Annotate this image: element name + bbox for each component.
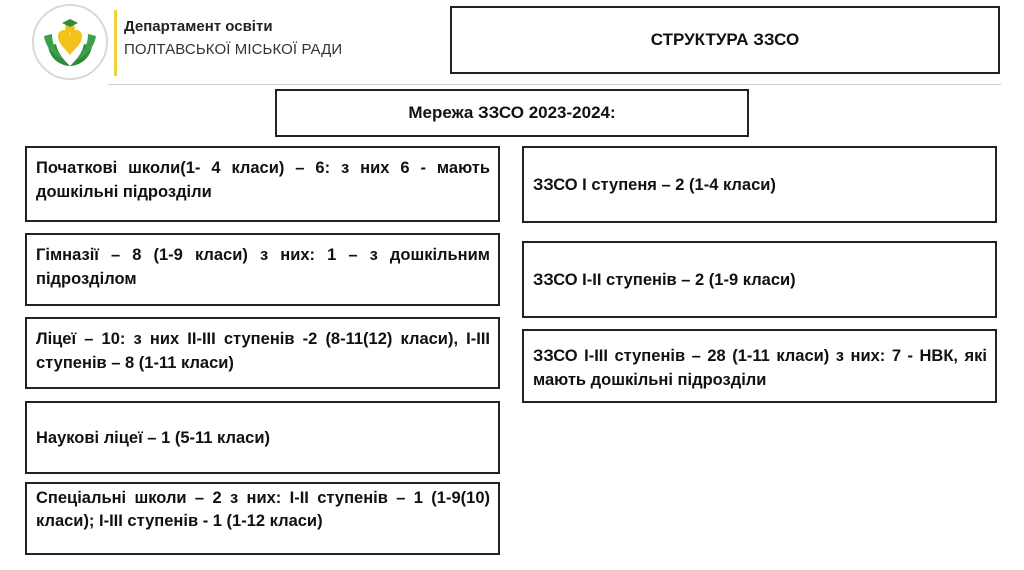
slide-title: СТРУКТУРА ЗЗСО [450, 6, 1000, 74]
department-title: Департамент освіти [124, 18, 273, 35]
list-item-zzso-level-1-3: ЗЗСО І-ІІІ ступенів – 28 (1-11 класи) з них: 7 - НВК, які мають дошкільні підрозділи [522, 329, 997, 403]
list-item-zzso-level-1-2: ЗЗСО І-ІІ ступенів – 2 (1-9 класи) [522, 241, 997, 318]
list-item-zzso-level-1: ЗЗСО І ступеня – 2 (1-4 класи) [522, 146, 997, 223]
network-title: Мережа ЗЗСО 2023-2024: [275, 89, 749, 137]
header-rule [108, 84, 1001, 85]
list-item-primary-schools: Початкові школи(1- 4 класи) – 6: з них 6 - мають дошкільні підрозділи [25, 146, 500, 222]
list-item-special-schools: Спеціальні школи – 2 з них: І-ІІ ступенів – 1 (1-9(10) класи); І-ІІІ ступенів - 1 (1-12 класи) [25, 482, 500, 555]
header-divider [114, 10, 117, 76]
department-subtitle: ПОЛТАВСЬКОЇ МІСЬКОЇ РАДИ [124, 41, 343, 58]
department-logo [32, 4, 108, 80]
list-item-science-lyceums: Наукові ліцеї – 1 (5-11 класи) [25, 401, 500, 474]
list-item-lyceums: Ліцеї – 10: з них ІІ-ІІІ ступенів -2 (8-11(12) класи), І-ІІІ ступенів – 8 (1-11 класи) [25, 317, 500, 389]
logo-emblem-icon [34, 6, 106, 78]
list-item-gymnasiums: Гімназії – 8 (1-9 класи) з них: 1 – з дошкільним підрозділом [25, 233, 500, 306]
